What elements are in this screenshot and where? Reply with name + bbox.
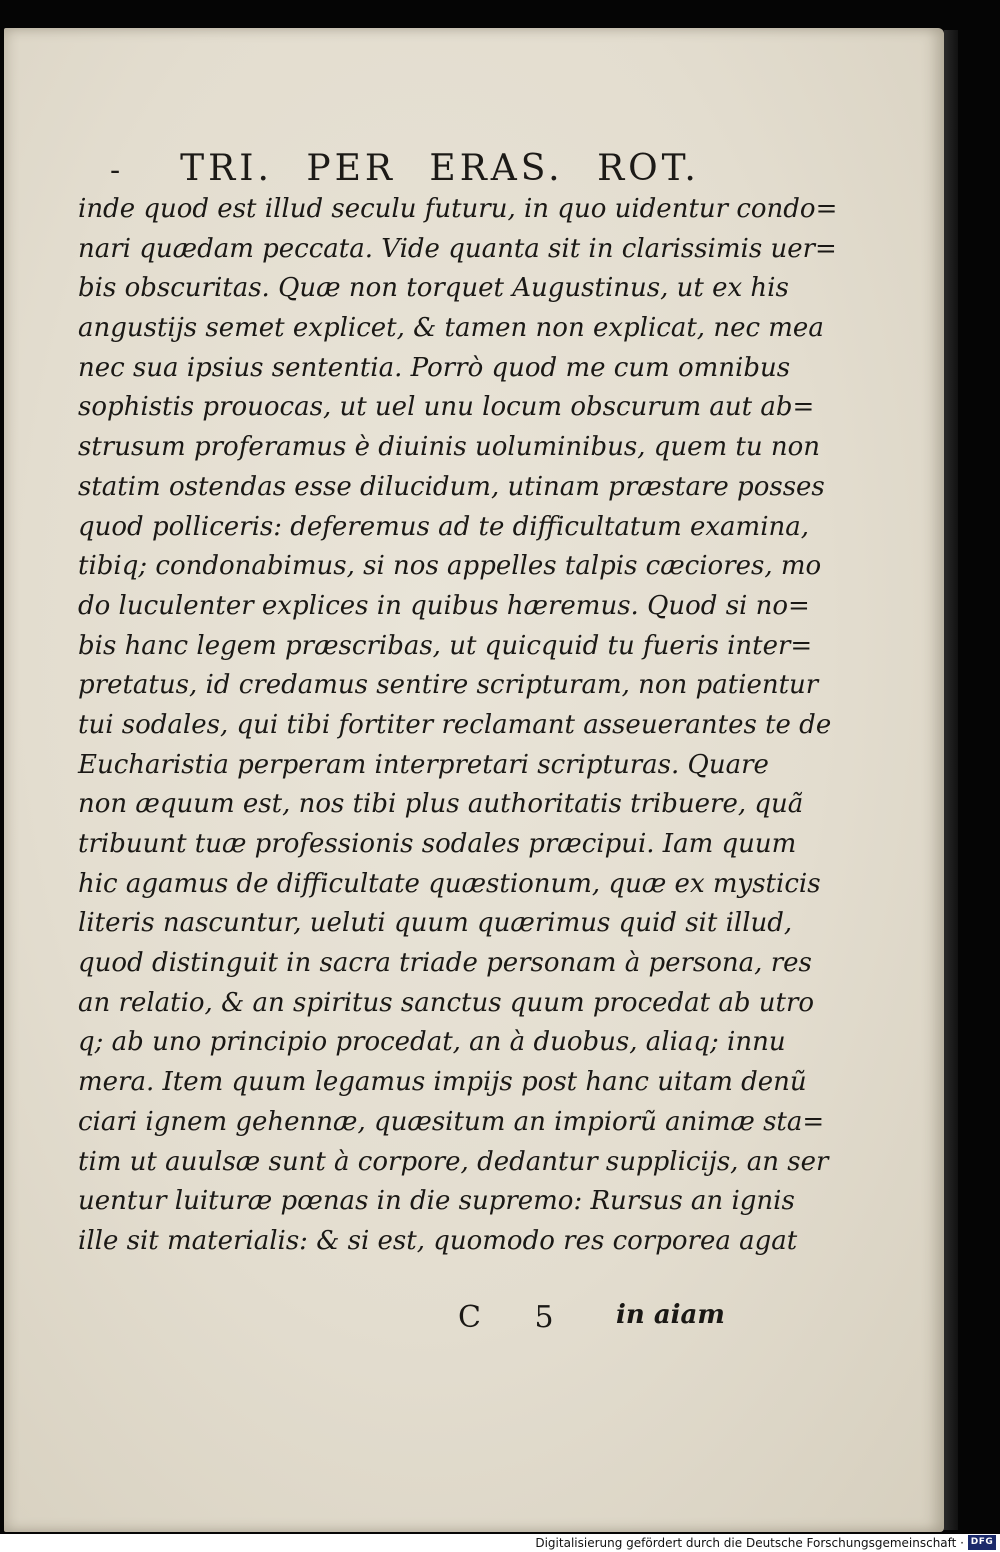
running-head-mark: - <box>110 153 125 188</box>
text-line: uentur luituræ pœnas in die supremo: Rursus an ignis <box>78 1186 795 1217</box>
running-head-title: TRI. PER ERAS. ROT. <box>180 148 700 189</box>
text-line: bis obscuritas. Quæ non torquet Augustinus, ut ex his <box>78 273 789 304</box>
text-line: sophistis prouocas, ut uel unu locum obscurum aut ab= <box>78 392 815 423</box>
text-line: quod distinguit in sacra triade personam à persona, res <box>78 948 812 979</box>
text-line: non æquum est, nos tibi plus authoritatis tribuere, quã <box>78 789 804 820</box>
text-line: tim ut auulsæ sunt à corpore, dedantur supplicijs, an ser <box>78 1146 829 1177</box>
text-line: mera. Item quum legamus impijs post hanc uitam denũ <box>78 1067 807 1098</box>
text-line: strusum proferamus è diuinis uoluminibus, quem tu non <box>78 432 821 463</box>
digitization-credit: Digitalisierung gefördert durch die Deutsche Forschungsgemeinschaft · <box>535 1536 964 1550</box>
text-line: tibiq; condonabimus, si nos appelles talpis cæciores, mo <box>78 551 822 582</box>
text-line: an relatio, & an spiritus sanctus quum procedat ab utro <box>78 987 815 1018</box>
text-line: inde quod est illud seculu futuru, in quo uidentur condo= <box>78 194 838 224</box>
text-line: nari quædam peccata. Vide quanta sit in clarissimis uer= <box>78 233 837 264</box>
text-line: ille sit materialis: & si est, quomodo res corporea agat <box>78 1225 798 1256</box>
text-line: do luculenter explices in quibus hæremus. Quod si no= <box>78 590 810 621</box>
text-line: Eucharistia perperam interpretari scripturas. Quare <box>78 749 769 780</box>
text-line: bis hanc legem præscribas, ut quicquid tu fueris inter= <box>78 630 813 661</box>
body-text <box>78 190 838 1262</box>
page-edge <box>944 30 958 1530</box>
text-line: angustijs semet explicet, & tamen non explicat, nec mea <box>78 313 824 344</box>
catchword: in aiam <box>616 1300 725 1330</box>
text-line: quod polliceris: deferemus ad te difficultatum examina, <box>78 511 810 542</box>
text-line: statim ostendas esse dilucidum, utinam præstare posses <box>78 471 825 502</box>
text-line: literis nascuntur, ueluti quum quærimus quid sit illud, <box>78 908 793 939</box>
text-line: q; ab uno principio procedat, an à duobus, aliaq; innu <box>78 1027 786 1058</box>
running-head <box>110 148 730 189</box>
text-line: pretatus, id credamus sentire scripturam, non patientur <box>78 670 819 701</box>
text-line: nec sua ipsius sententia. Porrò quod me cum omnibus <box>78 352 791 383</box>
text-line: tui sodales, qui tibi fortiter reclamant asseuerantes te de <box>78 709 832 740</box>
text-line: ciari ignem gehennæ, quæsitum an impiorũ animæ sta= <box>78 1106 825 1137</box>
text-line: hic agamus de difficultate quæstionum, quæ ex mysticis <box>78 868 821 899</box>
dfg-logo[interactable]: DFG <box>968 1535 996 1550</box>
text-line: tribuunt tuæ professionis sodales præcipui. Iam quum <box>78 829 797 859</box>
signature-mark: C 5 <box>458 1300 576 1335</box>
